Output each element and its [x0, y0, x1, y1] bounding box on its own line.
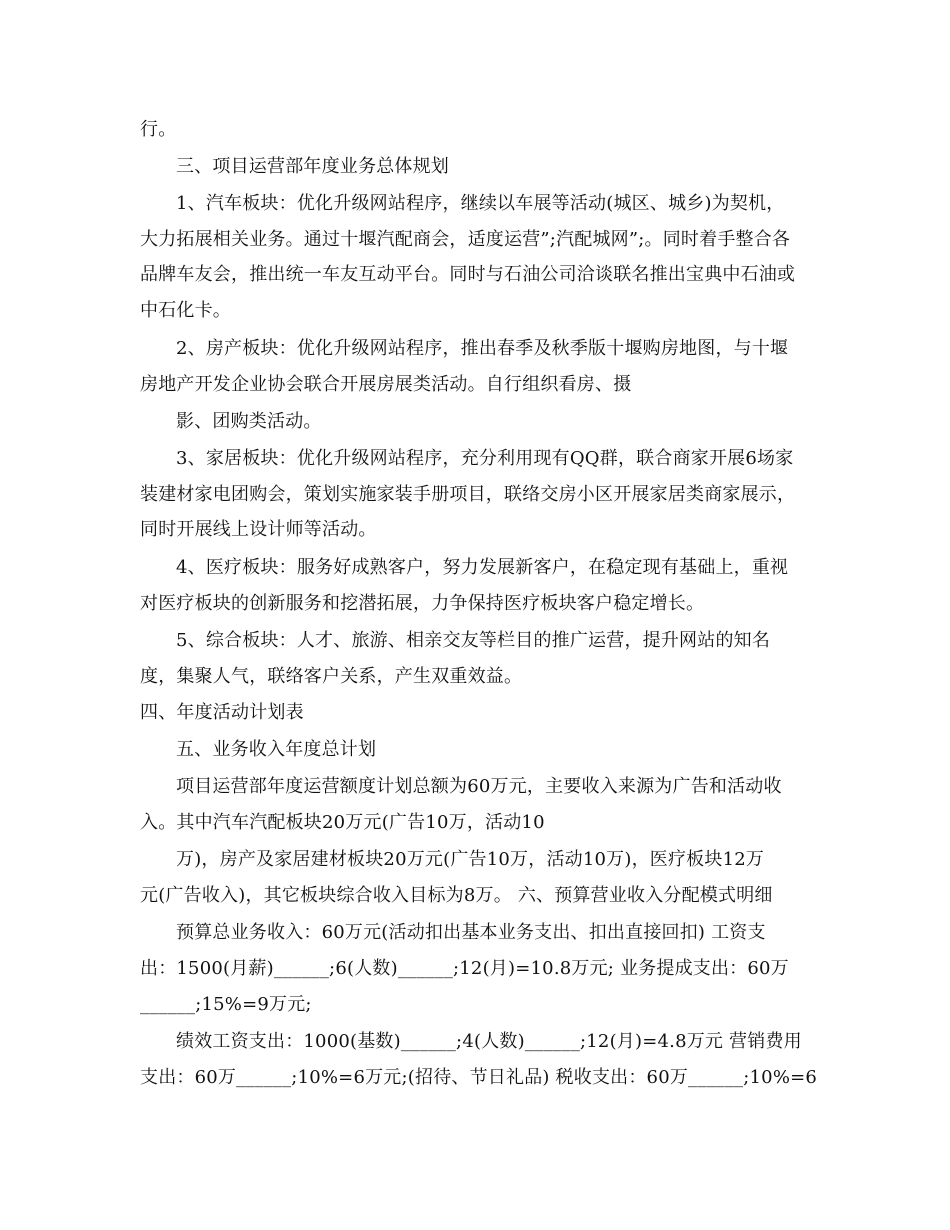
text-line: 元(广告收入)，其它板块综合收入目标为8万。 六、预算营业收入分配模式明细	[140, 885, 773, 906]
section-heading: 五、业务收入年度总计划	[176, 739, 377, 760]
text-line: 预算总业务收入：60万元(活动扣出基本业务支出、扣出直接回扣) 工资支	[176, 922, 766, 943]
text-line: 对医疗板块的创新服务和挖潜拓展，力争保持医疗板块客户稳定增长。	[140, 593, 705, 614]
text-line: ______;15%=9万元;	[140, 994, 312, 1015]
text-line: 房地产开发企业协会联合开展房展类活动。自行组织看房、摄	[140, 374, 632, 395]
text-line: 项目运营部年度运营额度计划总额为60万元，主要收入来源为广告和活动收	[176, 776, 782, 797]
section-heading: 三、项目运营部年度业务总体规划	[176, 156, 449, 177]
text-line: 品牌车友会，推出统一车友互动平台。同时与石油公司洽谈联名推出宝典中石油或	[140, 264, 796, 285]
text-line: 4、医疗板块：服务好成熟客户，努力发展新客户，在稳定现有基础上，重视	[176, 557, 789, 578]
text-line: 万)，房产及家居建材板块20万元(广告10万，活动10万)，医疗板块12万	[176, 849, 765, 870]
text-line: 入。其中汽车汽配板块20万元(广告10万，活动10	[140, 812, 545, 833]
text-line: 影、团购类活动。	[176, 411, 322, 432]
text-line: 2、房产板块：优化升级网站程序，推出春季及秋季版十堰购房地图，与十堰	[176, 338, 789, 359]
text-line: 装建材家电团购会，策划实施家装手册项目，联络交房小区开展家居类商家展示，	[140, 484, 796, 505]
text-line: 绩效工资支出：1000(基数)______;4(人数)______;12(月)=4.8万元 营销费用	[176, 1031, 802, 1052]
text-line: 中石化卡。	[140, 300, 231, 321]
section-heading: 四、年度活动计划表	[140, 702, 304, 723]
text-line: 同时开展线上设计师等活动。	[140, 519, 377, 540]
text-line: 3、家居板块：优化升级网站程序，充分利用现有QQ群，联合商家开展6场家	[176, 448, 794, 469]
text-line: 支出：60万______;10%=6万元;(招待、节日礼品) 税收支出：60万______;10%=6	[140, 1067, 818, 1088]
text-line: 行。	[140, 119, 177, 140]
text-line: 5、综合板块：人才、旅游、相亲交友等栏目的推广运营，提升网站的知名	[176, 630, 771, 651]
text-line: 1、汽车板块：优化升级网站程序，继续以车展等活动(城区、城乡)为契机，	[176, 193, 785, 214]
text-line: 度，集聚人气，联络客户关系，产生双重效益。	[140, 666, 523, 687]
text-line: 出：1500(月薪)______;6(人数)______;12(月)=10.8万元; 业务提成支出：60万	[140, 958, 789, 979]
text-line: 大力拓展相关业务。通过十堰汽配商会，适度运营”;汽配城网”;。同时着手整合各	[140, 229, 791, 250]
